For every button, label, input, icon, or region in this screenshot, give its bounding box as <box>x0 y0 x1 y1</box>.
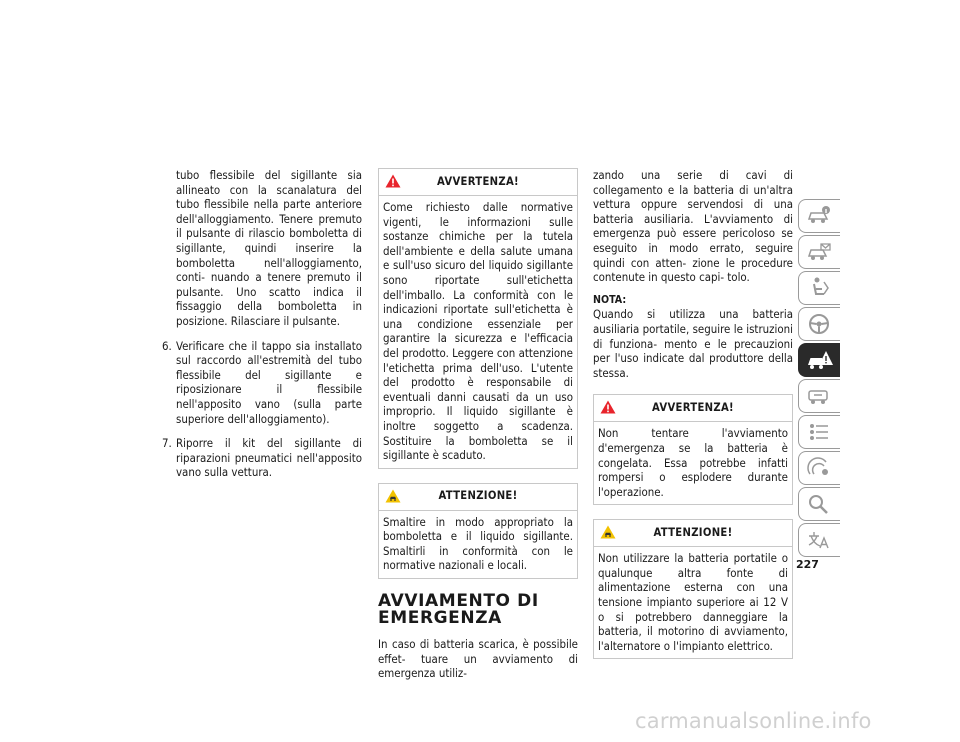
multimedia-icon <box>806 456 832 480</box>
tab-steering[interactable] <box>798 307 840 341</box>
language-icon <box>806 528 832 552</box>
page-number: 227 <box>796 558 819 571</box>
tab-language[interactable] <box>798 523 840 557</box>
car-info-icon <box>806 204 832 228</box>
tab-specifications[interactable] <box>798 415 840 449</box>
watermark: carmanualsonline.info <box>635 709 872 733</box>
tab-safety[interactable] <box>798 235 840 269</box>
column-left <box>162 168 362 490</box>
caution-title: ATTENZIONE! <box>438 489 518 503</box>
search-icon <box>806 492 832 516</box>
tab-car-info[interactable] <box>798 199 840 233</box>
column-middle <box>378 168 578 681</box>
warning-title: AVVERTENZA! <box>652 401 734 415</box>
caution-box <box>378 483 578 579</box>
tab-multimedia[interactable] <box>798 451 840 485</box>
warning-box-header <box>594 395 792 422</box>
warning-box-header <box>379 169 577 196</box>
specifications-icon <box>806 420 832 444</box>
warning-text: Come richiesto dalle normative vigenti, le informazioni sulle sostanze chimiche per la tutela dell'ambiente e della salute umana e sull'uso sicuro del liquido sigillante sono riportate sull'etichetta dell'imballo. La conformità con le indicazioni riportate sull'etichetta è una condizione essenziale per garantire la sicurezza e l'efficacia del prodotto. Leggere con attenzione l'etichetta prima dell'uso. L'utente del prodotto è responsabile di eventuali danni causati da un uso improprio. Il liquido sigillante è inoltre soggetto a scadenza. Sostituire la bomboletta se il sigillante è scaduto. <box>383 200 573 463</box>
warning-triangle-icon <box>385 174 401 188</box>
caution-box-header <box>594 520 792 547</box>
step-text: Riporre il kit del sigillante di riparazioni pneumatici nell'apposito vano sulla vettura. <box>176 436 362 480</box>
caution-title: ATTENZIONE! <box>653 525 733 539</box>
continued-section-text: zando una serie di cavi di collegamento e la batteria di un'altra vettura oppure servendosi di una batteria ausiliaria. L'avviamento di emergenza può essere pericoloso se eseguito in modo errato, seguire quindi con atten- zione le procedure contenute in questo capi- tolo. <box>593 168 793 285</box>
tab-emergency[interactable] <box>798 343 840 377</box>
section-heading: AVVIAMENTO DI EMERGENZA <box>378 591 539 629</box>
step-item <box>162 436 362 480</box>
continued-step-text: tubo flessibile del sigillante sia allineato con la scanalatura del tubo flessibile nella parte anteriore dell'alloggiamento. Tenere premuto il pulsante di rilascio bomboletta di sigillante, quindi inserire la bomboletta nell'alloggiamento, conti- nuando a tenere premuto il pulsante. Uno scatto indica il fissaggio della bomboletta in posizione. Rilasciare il pulsante. <box>176 168 362 328</box>
warning-box <box>378 168 578 469</box>
emergency-car-icon <box>806 348 834 372</box>
steering-wheel-icon <box>806 312 832 336</box>
caution-car-icon <box>600 525 616 539</box>
tab-seat[interactable] <box>798 271 840 305</box>
section-intro: In caso di batteria scarica, è possibile effet- tuare un avviamento di emergenza utiliz- <box>378 637 578 681</box>
step-number: 6. <box>162 338 172 353</box>
step-item <box>162 339 362 427</box>
caution-box <box>593 519 793 659</box>
chapter-tabs <box>798 199 840 559</box>
caution-text: Smaltire in modo appropriato la bomboletta e il liquido sigillante. Smaltirli in conformità con le normative nazionali e locali. <box>383 514 573 573</box>
step-text: Verificare che il tappo sia installato sul raccordo all'estremità del tubo flessibile del sigillante e riposizionare il flessibile nell'apposito vano (sulla parte superiore dell'alloggiamento). <box>176 338 362 426</box>
note-label: NOTA: <box>593 293 627 306</box>
caution-car-icon <box>385 489 401 503</box>
note-text: Quando si utilizza una batteria ausiliaria portatile, seguire le istruzioni di funziona- mento e le precauzioni per l'uso indicate dal produttore della stessa. <box>593 307 793 380</box>
tab-service[interactable] <box>798 379 840 413</box>
safety-icon <box>806 240 832 264</box>
seat-icon <box>806 276 832 300</box>
caution-box-header <box>379 484 577 511</box>
warning-text: Non tentare l'avviamento d'emergenza se la batteria è congelata. Essa potrebbe infatti rompersi o esplodere durante l'operazione. <box>598 426 788 499</box>
warning-title: AVVERTENZA! <box>437 174 519 188</box>
tab-search[interactable] <box>798 487 840 521</box>
column-right <box>593 168 793 673</box>
step-number: 7. <box>162 436 172 451</box>
caution-text: Non utilizzare la batteria portatile o qualunque altra fonte di alimentazione esterna con una tensione impianto superiore ai 12 V o si potrebbero danneggiare la batteria, il motorino di avviamento, l'alternatore o l'impianto elettrico. <box>598 551 788 653</box>
warning-triangle-icon <box>600 400 616 414</box>
service-car-icon <box>806 384 832 408</box>
warning-box <box>593 394 793 505</box>
